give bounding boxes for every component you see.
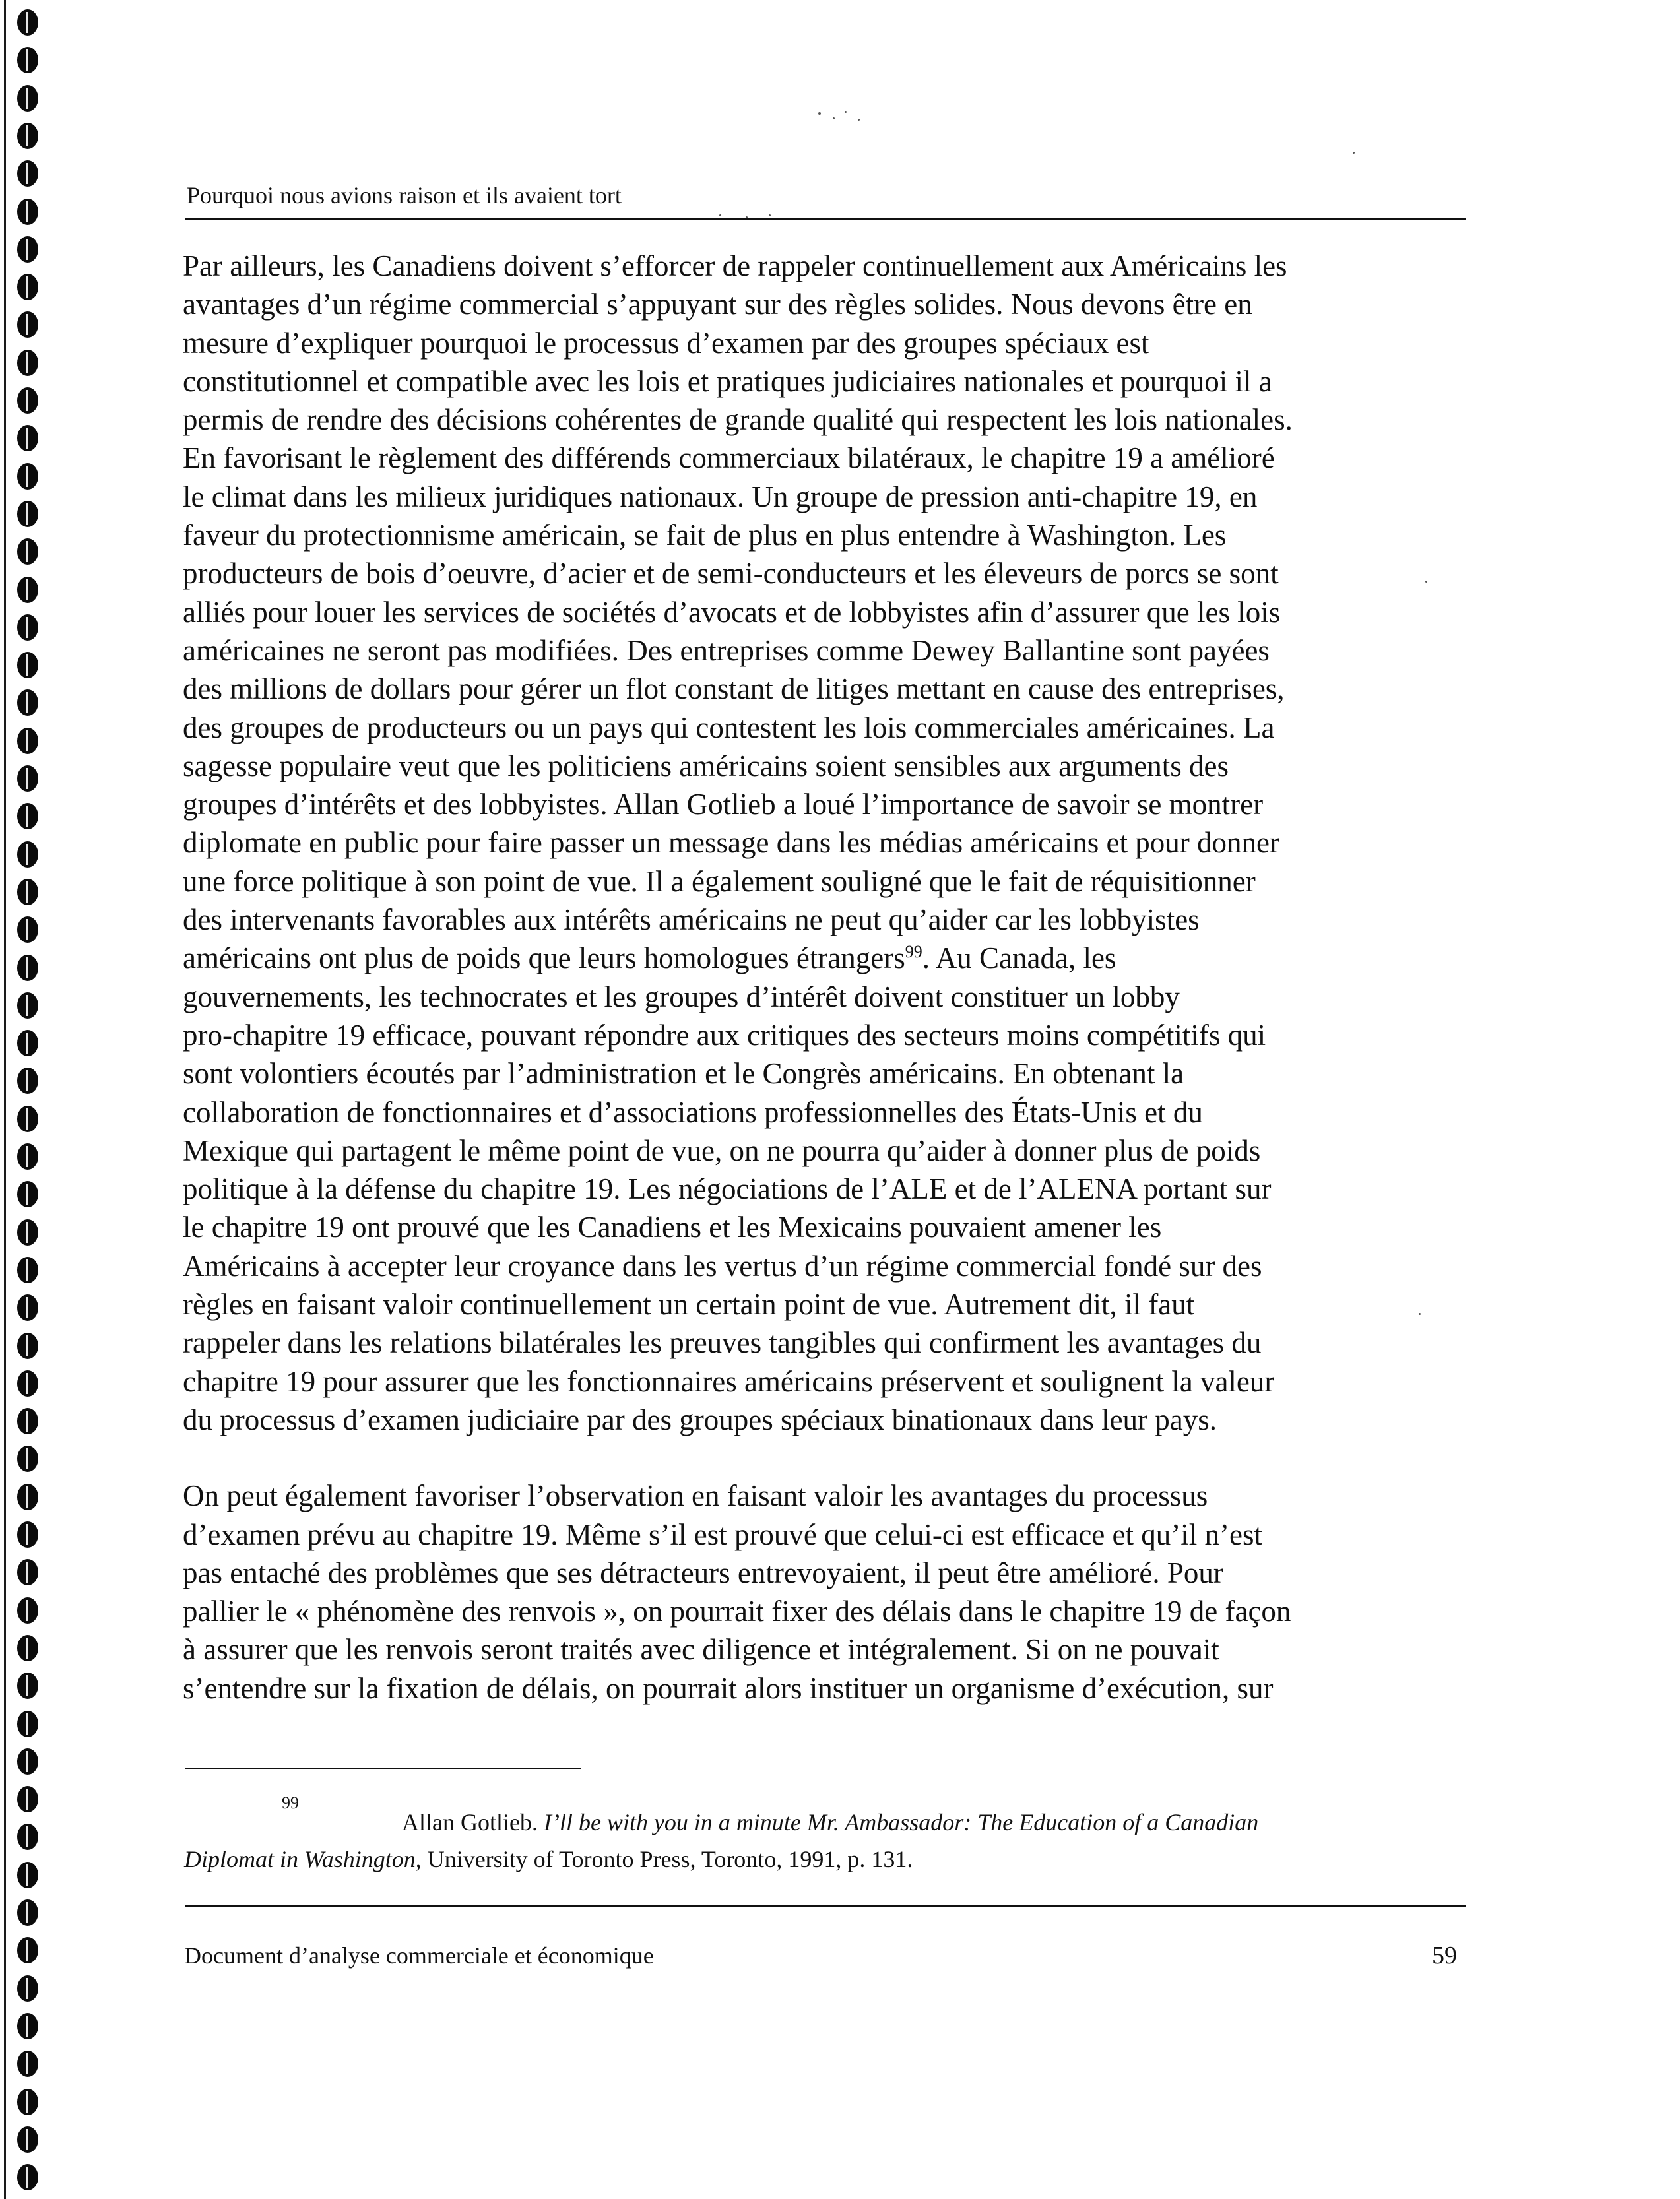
footer-rule [185, 1905, 1466, 1907]
text-line: politique à la défense du chapitre 19. Les négociations de l’ALE et de l’ALENA portant sur [183, 1172, 1272, 1206]
binding-hole [17, 1597, 38, 1624]
binding-hole [17, 1937, 38, 1963]
binding-hole [17, 1333, 38, 1359]
binding-hole [17, 1862, 38, 1888]
text-segment: américains ont plus de poids que leurs homologues étrangers [183, 941, 905, 975]
text-line: règles en faisant valoir continuellement un certain point de vue. Autrement dit, il faut [183, 1288, 1195, 1322]
binding-hole [17, 85, 38, 112]
binding-hole [17, 1711, 38, 1737]
binding-hole [17, 1106, 38, 1132]
binding-hole [17, 614, 38, 641]
scan-speck [746, 216, 748, 218]
footnote-title-cont: Diplomat in Washington [184, 1846, 416, 1872]
binding-hole [17, 1219, 38, 1246]
text-line: Américains à accepter leur croyance dans les vertus d’un régime commercial fondé sur des [183, 1249, 1262, 1283]
footnote-rule [185, 1768, 581, 1769]
text-line: pallier le « phénomène des renvois », on pourrait fixer des délais dans le chapitre 19 de façon [183, 1595, 1291, 1628]
binding-hole [17, 1673, 38, 1699]
scan-speck [1425, 581, 1427, 583]
binding-hole [17, 689, 38, 716]
binding-hole [17, 1181, 38, 1207]
binding-hole [17, 879, 38, 905]
binding-hole [17, 955, 38, 981]
binding-hole [17, 538, 38, 565]
binding-hole [17, 425, 38, 451]
text-line: américaines ne seront pas modifiées. Des entreprises comme Dewey Ballantine sont payées [183, 633, 1270, 667]
footnote-line-1 [184, 1793, 1471, 1841]
binding-hole [17, 1030, 38, 1056]
text-line: Mexique qui partagent le même point de vue, on ne pourra qu’aider à donner plus de poids [183, 1133, 1261, 1167]
binding-hole [17, 1294, 38, 1321]
scan-speck [818, 112, 821, 115]
footnote-title: I’ll be with you in a minute Mr. Ambassador: The Education of a Canadian [543, 1809, 1259, 1835]
binding-hole [17, 387, 38, 414]
body-text [183, 247, 1470, 1745]
binding-hole [17, 652, 38, 678]
footnote-publication: , University of Toronto Press, Toronto, 1991, p. 131. [415, 1846, 913, 1872]
text-line: à assurer que les renvois seront traités avec diligence et intégralement. Si on ne pouvait [183, 1633, 1219, 1667]
text-line: diplomate en public pour faire passer un message dans les médias américains et pour donner [183, 826, 1279, 860]
binding-hole [17, 1899, 38, 1926]
header-rule [185, 218, 1466, 220]
binding-hole [17, 311, 38, 338]
scan-edge-line [4, 0, 6, 2199]
text-line-with-footnote-ref [183, 939, 1470, 977]
text-line: du processus d’examen judiciaire par des groupes spéciaux binationaux dans leur pays. [183, 1403, 1217, 1436]
binding-hole [17, 2089, 38, 2115]
paragraph-1 [183, 247, 1470, 1439]
text-line: sagesse populaire veut que les politiciens américains soient sensibles aux arguments des [183, 749, 1229, 782]
binding-hole [17, 274, 38, 300]
scan-speck [1419, 1313, 1421, 1315]
binding-hole [17, 1143, 38, 1170]
binding-hole [17, 199, 38, 225]
text-line: En favorisant le règlement des différends commerciaux bilatéraux, le chapitre 19 a amélioré [183, 441, 1275, 475]
text-segment: . Au Canada, les [922, 941, 1116, 975]
footnote-line-2 [184, 1841, 1471, 1878]
binding-hole [17, 916, 38, 943]
binding-hole [17, 1257, 38, 1283]
text-line: permis de rendre des décisions cohérentes de grande qualité qui respectent les lois nationales. [183, 403, 1293, 437]
text-line: rappeler dans les relations bilatérales les preuves tangibles qui confirment les avantages du [183, 1326, 1262, 1360]
footnote-author: Allan Gotlieb. [402, 1809, 538, 1835]
scan-speck [845, 111, 847, 113]
binding-hole [17, 728, 38, 754]
text-line: sont volontiers écoutés par l’administration et le Congrès américains. En obtenant la [183, 1057, 1184, 1091]
binding-hole [17, 463, 38, 490]
text-line: des intervenants favorables aux intérêts américains ne peut qu’aider car les lobbyistes [183, 903, 1200, 937]
binding-hole [17, 2051, 38, 2077]
binding-hole [17, 1635, 38, 1661]
text-line: une force politique à son point de vue. Il a également souligné que le fait de réquisitionner [183, 864, 1256, 898]
footnote [184, 1793, 1471, 1878]
text-line: avantages d’un régime commercial s’appuyant sur des règles solides. Nous devons être en [183, 288, 1252, 321]
text-line: faveur du protectionnisme américain, se fait de plus en plus entendre à Washington. Les [183, 519, 1227, 552]
binding-hole [17, 160, 38, 187]
binding-hole [17, 803, 38, 829]
binding-hole [17, 841, 38, 868]
binding-hole [17, 123, 38, 149]
binding-hole [17, 2013, 38, 2039]
binding-hole [17, 1408, 38, 1434]
binding-hole [17, 1748, 38, 1775]
binding-hole [17, 501, 38, 527]
text-line: chapitre 19 pour assurer que les fonctionnaires américains préservent et soulignent la valeur [183, 1364, 1275, 1398]
binding-hole [17, 2126, 38, 2153]
footnote-reference: 99 [905, 942, 922, 962]
binding-hole [17, 1975, 38, 2002]
binding-hole [17, 1786, 38, 1812]
footer-publication-name: Document d’analyse commerciale et économique [184, 1942, 654, 1969]
binding-hole [17, 1446, 38, 1472]
binding-hole [17, 1559, 38, 1585]
binding-hole [17, 1068, 38, 1094]
scan-speck [1353, 152, 1355, 154]
text-line: mesure d’expliquer pourquoi le processus d’examen par des groupes spéciaux est [183, 326, 1149, 360]
text-line: des millions de dollars pour gérer un flot constant de litiges mettant en cause des entreprises, [183, 672, 1285, 706]
binding-hole [17, 236, 38, 263]
text-line: collaboration de fonctionnaires et d’associations professionnelles des États-Unis et du [183, 1095, 1203, 1129]
text-line: gouvernements, les technocrates et les groupes d’intérêt doivent constituer un lobby [183, 980, 1180, 1013]
binding-hole [17, 47, 38, 73]
binding-hole [17, 350, 38, 376]
scan-speck [833, 117, 835, 119]
text-line: On peut également favoriser l’observation en faisant valoir les avantages du processus [183, 1479, 1208, 1513]
binding-holes [17, 9, 44, 2186]
binding-hole [17, 1824, 38, 1850]
text-line: le chapitre 19 ont prouvé que les Canadiens et les Mexicains pouvaient amener les [183, 1211, 1162, 1244]
text-line: le climat dans les milieux juridiques nationaux. Un groupe de pression anti-chapitre 19, en [183, 480, 1258, 513]
binding-hole [17, 1370, 38, 1397]
binding-hole [17, 765, 38, 792]
text-line: Par ailleurs, les Canadiens doivent s’efforcer de rappeler continuellement aux Américains les [183, 249, 1287, 282]
binding-hole [17, 1521, 38, 1548]
binding-hole [17, 577, 38, 603]
text-line: pas entaché des problèmes que ses détracteurs entrevoyaient, il peut être amélioré. Pour [183, 1556, 1223, 1589]
scan-speck [858, 119, 860, 121]
binding-hole [17, 9, 38, 36]
text-line: alliés pour louer les services de sociétés d’avocats et de lobbyistes afin d’assurer que les lois [183, 595, 1281, 629]
text-line: s’entendre sur la fixation de délais, on pourrait alors instituer un organisme d’exécution, sur [183, 1671, 1274, 1705]
text-line: d’examen prévu au chapitre 19. Même s’il est prouvé que celui-ci est efficace et qu’il n’est [183, 1517, 1262, 1551]
paragraph-2 [183, 1477, 1470, 1707]
text-line: producteurs de bois d’oeuvre, d’acier et de semi-conducteurs et les éleveurs de porcs se sont [183, 557, 1279, 590]
page-number: 59 [1432, 1942, 1457, 1969]
scan-speck [769, 214, 771, 216]
scan-speck [719, 214, 721, 216]
binding-hole [17, 2164, 38, 2190]
running-header: Pourquoi nous avions raison et ils avaient tort [187, 182, 622, 208]
binding-hole [17, 992, 38, 1019]
text-line: groupes d’intérêts et des lobbyistes. Allan Gotlieb a loué l’importance de savoir se montrer [183, 788, 1264, 821]
binding-hole [17, 1484, 38, 1510]
text-line: pro-chapitre 19 efficace, pouvant répondre aux critiques des secteurs moins compétitifs qui [183, 1018, 1266, 1052]
text-line: constitutionnel et compatible avec les lois et pratiques judiciaires nationales et pourquoi il a [183, 364, 1272, 398]
footnote-number: 99 [282, 1793, 299, 1812]
text-line: des groupes de producteurs ou un pays qui contestent les lois commerciales américaines. La [183, 711, 1275, 744]
